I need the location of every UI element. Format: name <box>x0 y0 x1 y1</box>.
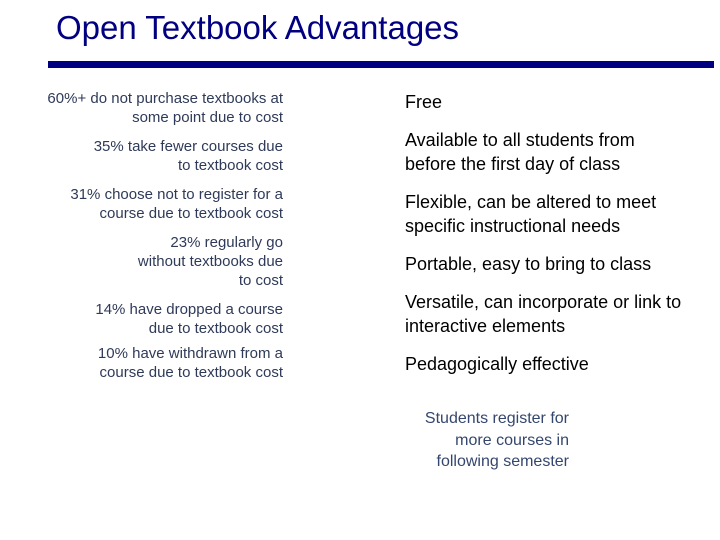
stat-item: 14% have dropped a course due to textbook cost <box>95 301 283 337</box>
stat-item: 60%+ do not purchase textbooks at some point due to cost <box>47 90 283 126</box>
stat-item: 31% choose not to register for a course due to textbook cost <box>70 186 283 222</box>
stat-item: 23% regularly go without textbooks due to cost <box>137 234 283 289</box>
result-text: Students register for more courses in following semester <box>424 410 569 470</box>
advantage-item: Pedagogically effective <box>405 354 589 374</box>
advantage-item: Free <box>405 92 443 112</box>
advantage-item: Versatile, can incorporate or link to interactive elements <box>405 292 682 336</box>
advantage-item: Flexible, can be altered to meet specific instructional needs <box>405 192 657 236</box>
advantage-item: Available to all students from before the first day of class <box>405 130 635 174</box>
stat-item: 35% take fewer courses due to textbook cost <box>93 138 283 174</box>
advantage-item: Portable, easy to bring to class <box>405 254 652 274</box>
advantages-list <box>405 90 705 390</box>
stat-item: 10% have withdrawn from a course due to textbook cost <box>97 345 283 381</box>
slide-title: Open Textbook Advantages <box>56 9 460 46</box>
title-divider <box>48 61 714 68</box>
statistics-list <box>40 89 283 388</box>
